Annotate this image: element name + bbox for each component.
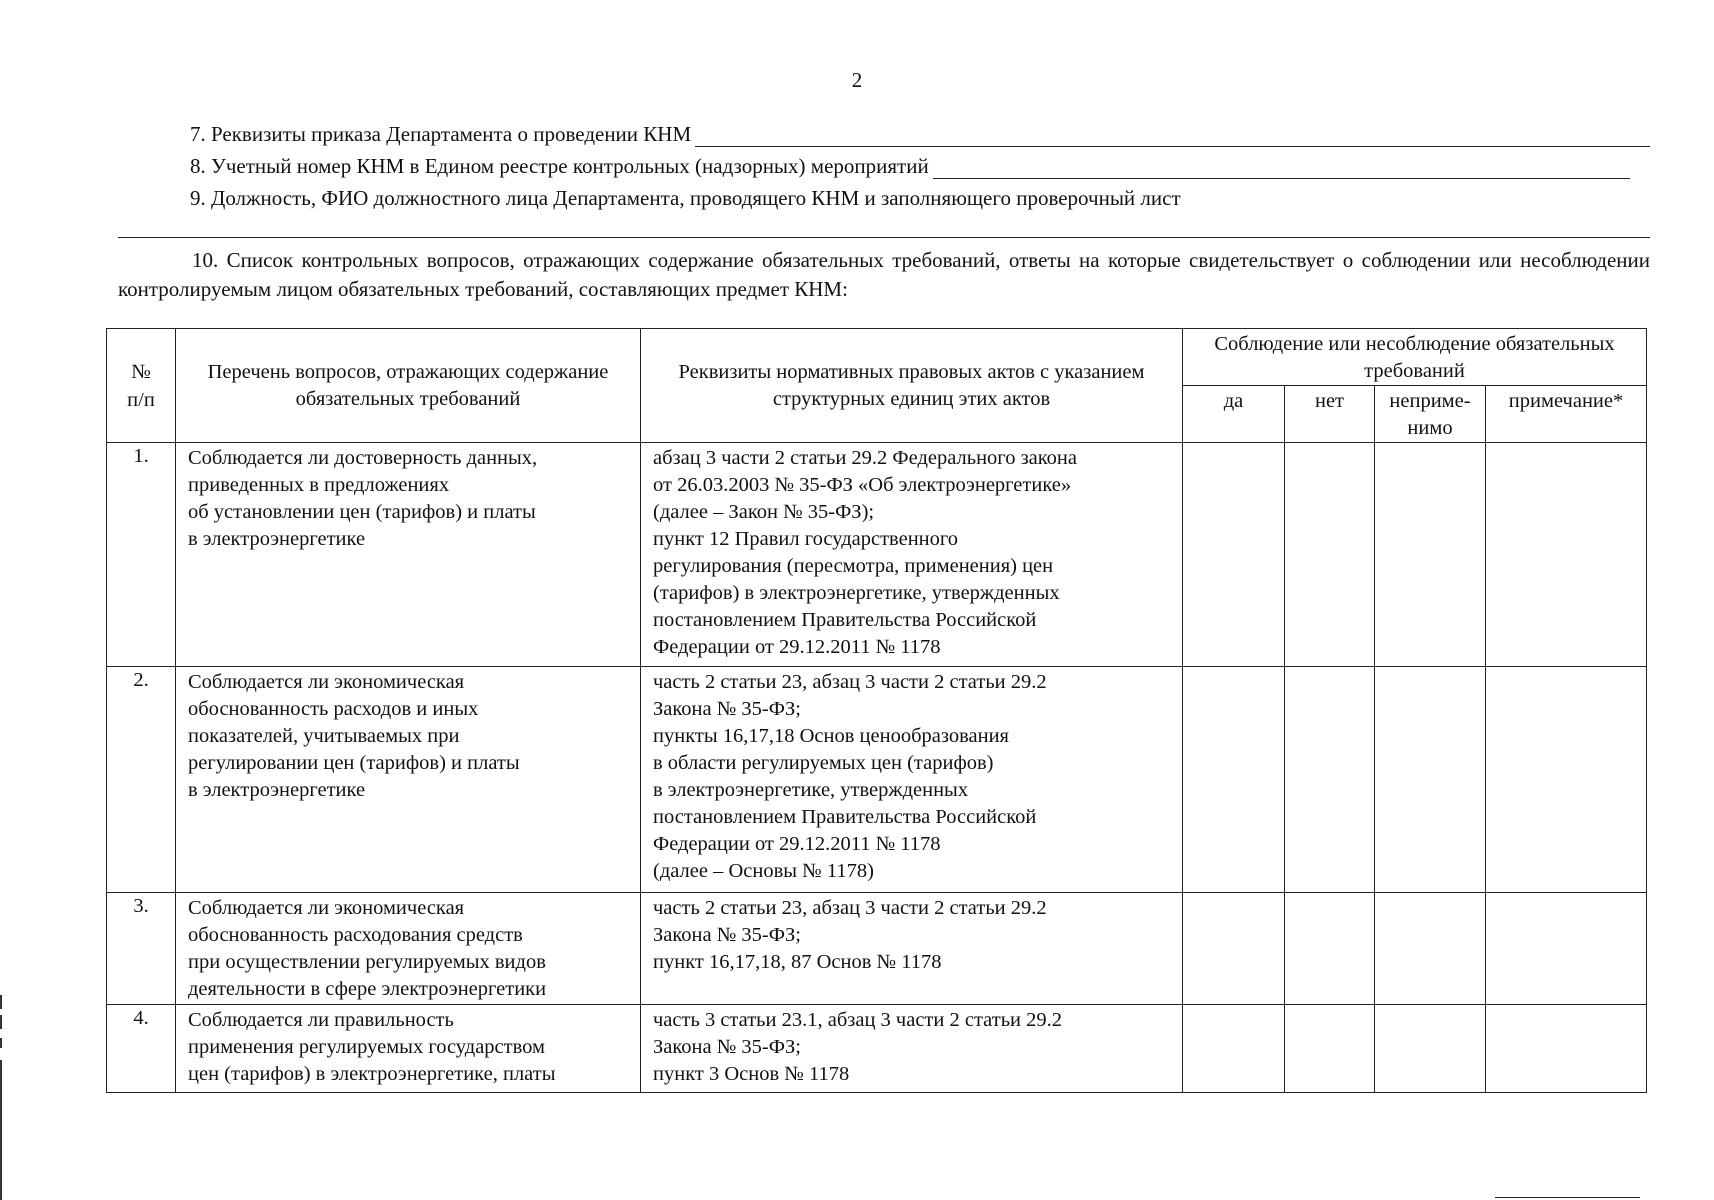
cell-yes[interactable] [1183,443,1285,667]
row-refs: часть 2 статьи 23, абзац 3 части 2 статьи 29.2 Закона № 35-ФЗ; пункт 16,17,18, 87 Основ № 1178 [641,893,1183,1005]
row-num: 4. [107,1005,176,1093]
table-row [107,893,1647,1005]
table-row [107,1005,1647,1093]
row-question: Соблюдается ли экономическая обоснованность расходования средств при осуществлении регулируемых видов деятельности в сфере электроэнергетики [176,893,641,1005]
row-question: Соблюдается ли правильность применения регулируемых государством цен (тарифов) в электроэнергетике, платы [176,1005,641,1093]
field-label: 9. Должность, ФИО должностного лица Департамента, проводящего КНМ и заполняющего проверочный лист [190,186,1181,210]
cell-no[interactable] [1285,443,1375,667]
footnote-rule [1495,1197,1640,1198]
table-row [107,443,1647,667]
row-refs: часть 3 статьи 23.1, абзац 3 части 2 статьи 29.2 Закона № 35-ФЗ; пункт 3 Основ № 1178 [641,1005,1183,1093]
blank-line [933,160,1630,179]
header-refs: Реквизиты нормативных правовых актов с указанием структурных единиц этих актов [641,329,1183,443]
cell-not-applicable[interactable] [1375,1005,1486,1093]
field-official [190,186,1181,211]
header-compliance: Соблюдение или несоблюдение обязательных требований [1183,329,1647,386]
cell-no[interactable] [1285,893,1375,1005]
scan-mark [0,995,2,1009]
field-order-details [190,122,1650,147]
blank-line [118,237,1650,238]
cell-yes[interactable] [1183,1005,1285,1093]
row-refs: абзац 3 части 2 статьи 29.2 Федерального закона от 26.03.2003 № 35-ФЗ «Об электроэнергетике» (далее – Закон № 35-ФЗ); пункт 12 Правил государственного регулирования (пересмотра, применения) цен (тарифов) в электроэнергетике, утвержденных постановлением Правительства Российской Федерации от 29.12.2011 № 1178 [641,443,1183,667]
cell-not-applicable[interactable] [1375,443,1486,667]
field-registry-number [190,154,1630,179]
cell-note[interactable] [1486,893,1647,1005]
row-num: 1. [107,443,176,667]
scan-mark [0,1060,2,1200]
cell-note[interactable] [1486,667,1647,893]
cell-note[interactable] [1486,443,1647,667]
row-question: Соблюдается ли достоверность данных, приведенных в предложениях об установлении цен (тарифов) и платы в электроэнергетике [176,443,641,667]
header-note: примечание* [1486,386,1647,443]
cell-not-applicable[interactable] [1375,667,1486,893]
checklist-table [106,328,1647,1093]
cell-note[interactable] [1486,1005,1647,1093]
scan-mark [0,1015,2,1029]
header-questions: Перечень вопросов, отражающих содержание обязательных требований [176,329,641,443]
field-label: 8. Учетный номер КНМ в Едином реестре контрольных (надзорных) мероприятий [190,154,929,178]
row-refs: часть 2 статьи 23, абзац 3 части 2 статьи 29.2 Закона № 35-ФЗ; пункты 16,17,18 Основ ценообразования в области регулируемых цен (тарифов) в электроэнергетике, утвержденных постановлением Правительства Российской Федерации от 29.12.2011 № 1178 (далее – Основы № 1178) [641,667,1183,893]
header-not-applicable: неприме- нимо [1375,386,1486,443]
header-no: нет [1285,386,1375,443]
cell-yes[interactable] [1183,667,1285,893]
cell-yes[interactable] [1183,893,1285,1005]
cell-not-applicable[interactable] [1375,893,1486,1005]
header-num: № п/п [107,329,176,443]
row-num: 3. [107,893,176,1005]
header-yes: да [1183,386,1285,443]
cell-no[interactable] [1285,667,1375,893]
page-number: 2 [851,68,863,92]
scan-mark [0,1038,2,1048]
row-num: 2. [107,667,176,893]
row-question: Соблюдается ли экономическая обоснованность расходов и иных показателей, учитываемых при регулировании цен (тарифов) и платы в электроэнергетике [176,667,641,893]
blank-line [695,128,1650,147]
list-intro: 10. Список контрольных вопросов, отражающих содержание обязательных требований, ответы на которые свидетельствует о соблюдении или несоблюдении контролируемым лицом обязательных требований, составляющих предмет КНМ: [118,248,1650,301]
table-row [107,667,1647,893]
field-label: 7. Реквизиты приказа Департамента о проведении КНМ [190,122,692,146]
cell-no[interactable] [1285,1005,1375,1093]
